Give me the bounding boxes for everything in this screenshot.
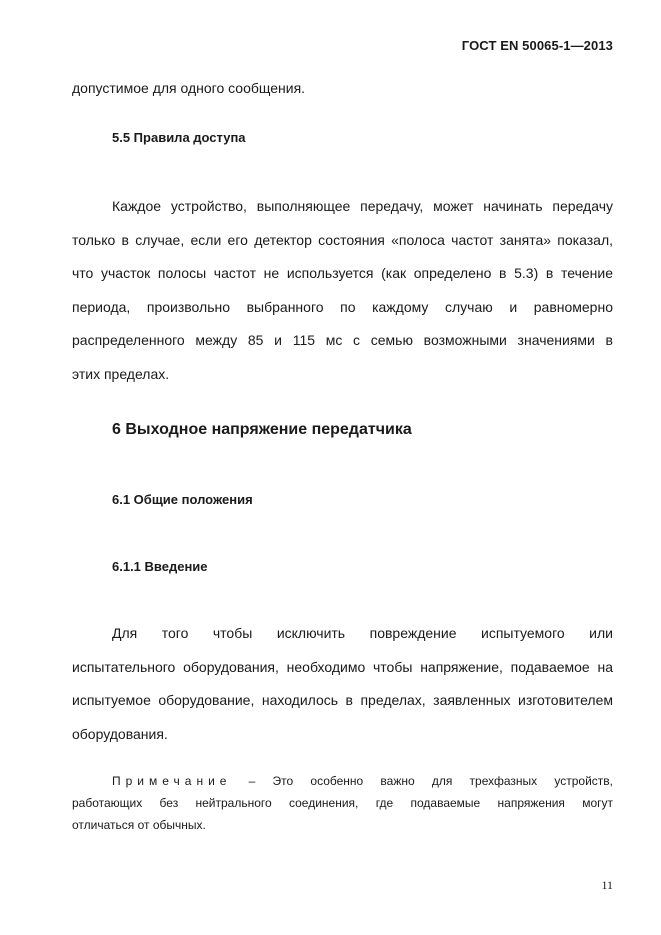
note-line: работающих без нейтрального соединения, где подаваемые напряжения могут xyxy=(72,796,613,810)
section-6-1-heading: 6.1 Общие положения xyxy=(112,492,253,507)
note-label: Примечание xyxy=(112,774,232,788)
note-text: – Это особенно важно для трехфазных устройств, xyxy=(248,774,613,788)
section-5-5-body xyxy=(72,190,613,391)
paragraph-line: испытательного оборудования, необходимо чтобы напряжение, подаваемое на xyxy=(72,658,613,675)
section-6-1-1-heading: 6.1.1 Введение xyxy=(112,559,208,574)
paragraph-line: испытуемое оборудование, находилось в пределах, заявленных изготовителем xyxy=(72,692,613,708)
note-line xyxy=(72,770,613,792)
continuation-text: допустимое для одного сообщения. xyxy=(72,80,306,96)
note-line: отличаться от обычных. xyxy=(72,818,206,832)
paragraph-line: этих пределах. xyxy=(72,365,170,382)
paragraph-line: оборудования. xyxy=(72,725,168,742)
section-6-1-1-body xyxy=(72,617,613,751)
paragraph-line: что участок полосы частот не используется (как определено в 5.3) в течение xyxy=(72,265,613,281)
paragraph-line: распределенного между 85 и 115 мс с семью возможными значениями в xyxy=(72,332,613,348)
paragraph-line: только в случае, если его детектор состояния «полоса частот занята» показал, xyxy=(72,231,613,248)
paragraph-line: Для того чтобы исключить повреждение испытуемого или xyxy=(112,625,613,641)
section-6-heading: 6 Выходное напряжение передатчика xyxy=(112,421,412,438)
document-code-header: ГОСТ EN 50065-1—2013 xyxy=(461,38,613,53)
paragraph-line: периода, произвольно выбранного по каждому случаю и равномерно xyxy=(72,298,613,315)
note-block xyxy=(72,770,613,836)
page-number: 11 xyxy=(601,878,613,892)
section-5-5-heading: 5.5 Правила доступа xyxy=(112,130,246,145)
paragraph-line: Каждое устройство, выполняющее передачу, может начинать передачу xyxy=(112,198,613,214)
